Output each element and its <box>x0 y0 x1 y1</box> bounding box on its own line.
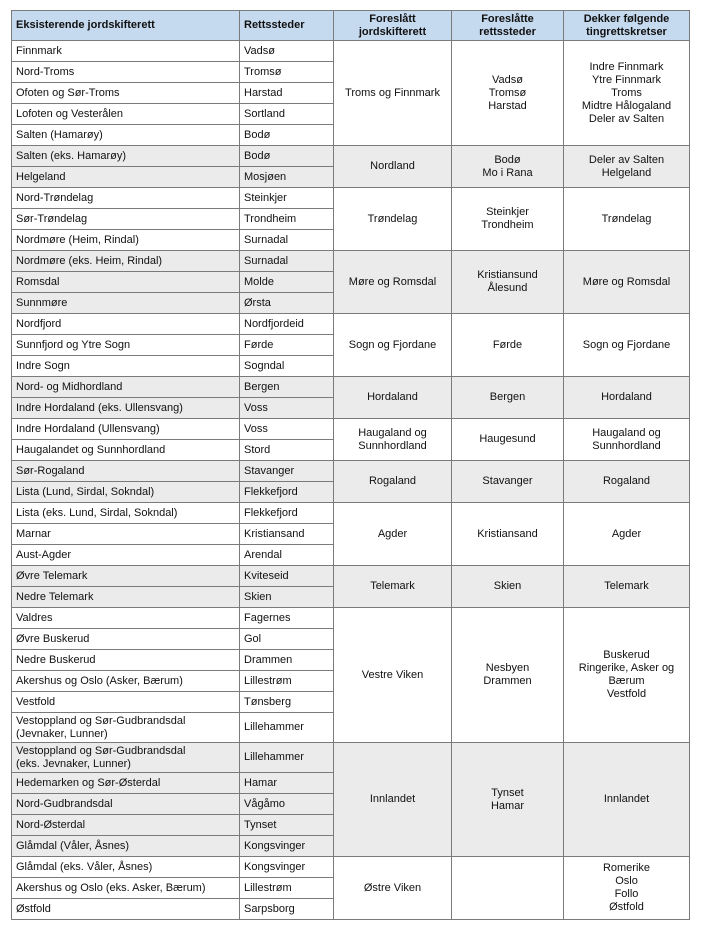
proposed-venues-cell: Haugesund <box>452 419 564 461</box>
covered-districts-cell: Haugaland og Sunnhordland <box>564 419 690 461</box>
proposed-court-cell: Nordland <box>334 146 452 188</box>
existing-court-cell: Salten (eks. Hamarøy) <box>12 146 240 167</box>
covered-districts-cell: Agder <box>564 503 690 566</box>
header-proposed-venues: Foreslåtte rettssteder <box>452 11 564 41</box>
venue-cell: Hamar <box>240 773 334 794</box>
venue-cell: Lillehammer <box>240 743 334 773</box>
existing-court-cell: Lofoten og Vesterålen <box>12 104 240 125</box>
existing-court-cell: Akershus og Oslo (Asker, Bærum) <box>12 671 240 692</box>
existing-court-cell: Sunnmøre <box>12 293 240 314</box>
existing-court-cell: Hedemarken og Sør-Østerdal <box>12 773 240 794</box>
existing-court-cell: Akershus og Oslo (eks. Asker, Bærum) <box>12 878 240 899</box>
proposed-venues-cell: Skien <box>452 566 564 608</box>
existing-court-cell: Ofoten og Sør-Troms <box>12 83 240 104</box>
venue-cell: Fagernes <box>240 608 334 629</box>
venue-cell: Flekkefjord <box>240 503 334 524</box>
venue-cell: Gol <box>240 629 334 650</box>
venue-cell: Bodø <box>240 125 334 146</box>
existing-court-cell: Nord-Trøndelag <box>12 188 240 209</box>
venue-cell: Tønsberg <box>240 692 334 713</box>
covered-districts-cell: Sogn og Fjordane <box>564 314 690 377</box>
proposed-venues-cell <box>452 857 564 920</box>
existing-court-cell: Nord-Østerdal <box>12 815 240 836</box>
existing-court-cell: Sunnfjord og Ytre Sogn <box>12 335 240 356</box>
venue-cell: Skien <box>240 587 334 608</box>
existing-court-cell: Øvre Telemark <box>12 566 240 587</box>
table-row <box>12 743 690 773</box>
court-reform-table <box>11 10 690 920</box>
proposed-court-cell: Agder <box>334 503 452 566</box>
existing-court-cell: Aust-Agder <box>12 545 240 566</box>
existing-court-cell: Nord-Troms <box>12 62 240 83</box>
existing-court-cell: Haugalandet og Sunnhordland <box>12 440 240 461</box>
table-row <box>12 146 690 167</box>
proposed-court-cell: Østre Viken <box>334 857 452 920</box>
venue-cell: Kongsvinger <box>240 857 334 878</box>
existing-court-cell: Lista (Lund, Sirdal, Sokndal) <box>12 482 240 503</box>
header-venues: Rettssteder <box>240 11 334 41</box>
header-row <box>12 11 690 41</box>
header-existing-court: Eksisterende jordskifterett <box>12 11 240 41</box>
venue-cell: Voss <box>240 398 334 419</box>
venue-cell: Molde <box>240 272 334 293</box>
table-body <box>12 41 690 920</box>
venue-cell: Lillestrøm <box>240 671 334 692</box>
proposed-court-cell: Hordaland <box>334 377 452 419</box>
existing-court-cell: Helgeland <box>12 167 240 188</box>
venue-cell: Drammen <box>240 650 334 671</box>
proposed-venues-cell: Kristiansund Ålesund <box>452 251 564 314</box>
table-header <box>12 11 690 41</box>
existing-court-cell: Nord- og Midhordland <box>12 377 240 398</box>
proposed-venues-cell: Steinkjer Trondheim <box>452 188 564 251</box>
venue-cell: Lillehammer <box>240 713 334 743</box>
venue-cell: Kristiansand <box>240 524 334 545</box>
venue-cell: Surnadal <box>240 230 334 251</box>
venue-cell: Kviteseid <box>240 566 334 587</box>
existing-court-cell: Nordmøre (Heim, Rindal) <box>12 230 240 251</box>
proposed-court-cell: Rogaland <box>334 461 452 503</box>
table-row <box>12 419 690 440</box>
covered-districts-cell: Hordaland <box>564 377 690 419</box>
existing-court-cell: Vestoppland og Sør-Gudbrandsdal (Jevnaker, Lunner) <box>12 713 240 743</box>
existing-court-cell: Marnar <box>12 524 240 545</box>
venue-cell: Førde <box>240 335 334 356</box>
venue-cell: Vågåmo <box>240 794 334 815</box>
table-row <box>12 251 690 272</box>
proposed-court-cell: Vestre Viken <box>334 608 452 743</box>
covered-districts-cell: Deler av Salten Helgeland <box>564 146 690 188</box>
venue-cell: Bodø <box>240 146 334 167</box>
covered-districts-cell: Telemark <box>564 566 690 608</box>
existing-court-cell: Nord-Gudbrandsdal <box>12 794 240 815</box>
covered-districts-cell: Rogaland <box>564 461 690 503</box>
venue-cell: Tynset <box>240 815 334 836</box>
table-row <box>12 41 690 62</box>
covered-districts-cell: Buskerud Ringerike, Asker og Bærum Vestfold <box>564 608 690 743</box>
proposed-court-cell: Sogn og Fjordane <box>334 314 452 377</box>
table-row <box>12 608 690 629</box>
proposed-court-cell: Møre og Romsdal <box>334 251 452 314</box>
proposed-venues-cell: Nesbyen Drammen <box>452 608 564 743</box>
venue-cell: Surnadal <box>240 251 334 272</box>
proposed-venues-cell: Vadsø Tromsø Harstad <box>452 41 564 146</box>
venue-cell: Harstad <box>240 83 334 104</box>
court-table-container <box>11 10 689 920</box>
venue-cell: Voss <box>240 419 334 440</box>
venue-cell: Steinkjer <box>240 188 334 209</box>
header-covered-districts: Dekker følgende tingrettskretser <box>564 11 690 41</box>
existing-court-cell: Indre Sogn <box>12 356 240 377</box>
venue-cell: Flekkefjord <box>240 482 334 503</box>
venue-cell: Stord <box>240 440 334 461</box>
venue-cell: Bergen <box>240 377 334 398</box>
covered-districts-cell: Trøndelag <box>564 188 690 251</box>
existing-court-cell: Romsdal <box>12 272 240 293</box>
proposed-court-cell: Telemark <box>334 566 452 608</box>
covered-districts-cell: Innlandet <box>564 743 690 857</box>
venue-cell: Trondheim <box>240 209 334 230</box>
venue-cell: Sortland <box>240 104 334 125</box>
existing-court-cell: Valdres <box>12 608 240 629</box>
venue-cell: Nordfjordeid <box>240 314 334 335</box>
existing-court-cell: Nordfjord <box>12 314 240 335</box>
existing-court-cell: Vestfold <box>12 692 240 713</box>
proposed-court-cell: Innlandet <box>334 743 452 857</box>
table-row <box>12 314 690 335</box>
proposed-venues-cell: Kristiansand <box>452 503 564 566</box>
table-row <box>12 503 690 524</box>
proposed-venues-cell: Tynset Hamar <box>452 743 564 857</box>
existing-court-cell: Indre Hordaland (Ullensvang) <box>12 419 240 440</box>
proposed-venues-cell: Bodø Mo i Rana <box>452 146 564 188</box>
existing-court-cell: Nedre Telemark <box>12 587 240 608</box>
existing-court-cell: Glåmdal (Våler, Åsnes) <box>12 836 240 857</box>
existing-court-cell: Sør-Trøndelag <box>12 209 240 230</box>
existing-court-cell: Øvre Buskerud <box>12 629 240 650</box>
existing-court-cell: Indre Hordaland (eks. Ullensvang) <box>12 398 240 419</box>
existing-court-cell: Østfold <box>12 899 240 920</box>
covered-districts-cell: Romerike Oslo Follo Østfold <box>564 857 690 920</box>
venue-cell: Lillestrøm <box>240 878 334 899</box>
existing-court-cell: Salten (Hamarøy) <box>12 125 240 146</box>
venue-cell: Tromsø <box>240 62 334 83</box>
table-row <box>12 857 690 878</box>
covered-districts-cell: Indre Finnmark Ytre Finnmark Troms Midtre Hålogaland Deler av Salten <box>564 41 690 146</box>
venue-cell: Kongsvinger <box>240 836 334 857</box>
proposed-court-cell: Troms og Finnmark <box>334 41 452 146</box>
existing-court-cell: Finnmark <box>12 41 240 62</box>
venue-cell: Sogndal <box>240 356 334 377</box>
proposed-court-cell: Haugaland og Sunnhordland <box>334 419 452 461</box>
proposed-venues-cell: Bergen <box>452 377 564 419</box>
venue-cell: Arendal <box>240 545 334 566</box>
proposed-court-cell: Trøndelag <box>334 188 452 251</box>
venue-cell: Mosjøen <box>240 167 334 188</box>
venue-cell: Vadsø <box>240 41 334 62</box>
venue-cell: Stavanger <box>240 461 334 482</box>
venue-cell: Sarpsborg <box>240 899 334 920</box>
existing-court-cell: Nedre Buskerud <box>12 650 240 671</box>
table-row <box>12 188 690 209</box>
existing-court-cell: Sør-Rogaland <box>12 461 240 482</box>
venue-cell: Ørsta <box>240 293 334 314</box>
existing-court-cell: Glåmdal (eks. Våler, Åsnes) <box>12 857 240 878</box>
table-row <box>12 461 690 482</box>
proposed-venues-cell: Stavanger <box>452 461 564 503</box>
existing-court-cell: Lista (eks. Lund, Sirdal, Sokndal) <box>12 503 240 524</box>
covered-districts-cell: Møre og Romsdal <box>564 251 690 314</box>
table-row <box>12 377 690 398</box>
existing-court-cell: Vestoppland og Sør-Gudbrandsdal (eks. Jevnaker, Lunner) <box>12 743 240 773</box>
proposed-venues-cell: Førde <box>452 314 564 377</box>
table-row <box>12 566 690 587</box>
header-proposed-court: Foreslått jordskifterett <box>334 11 452 41</box>
existing-court-cell: Nordmøre (eks. Heim, Rindal) <box>12 251 240 272</box>
